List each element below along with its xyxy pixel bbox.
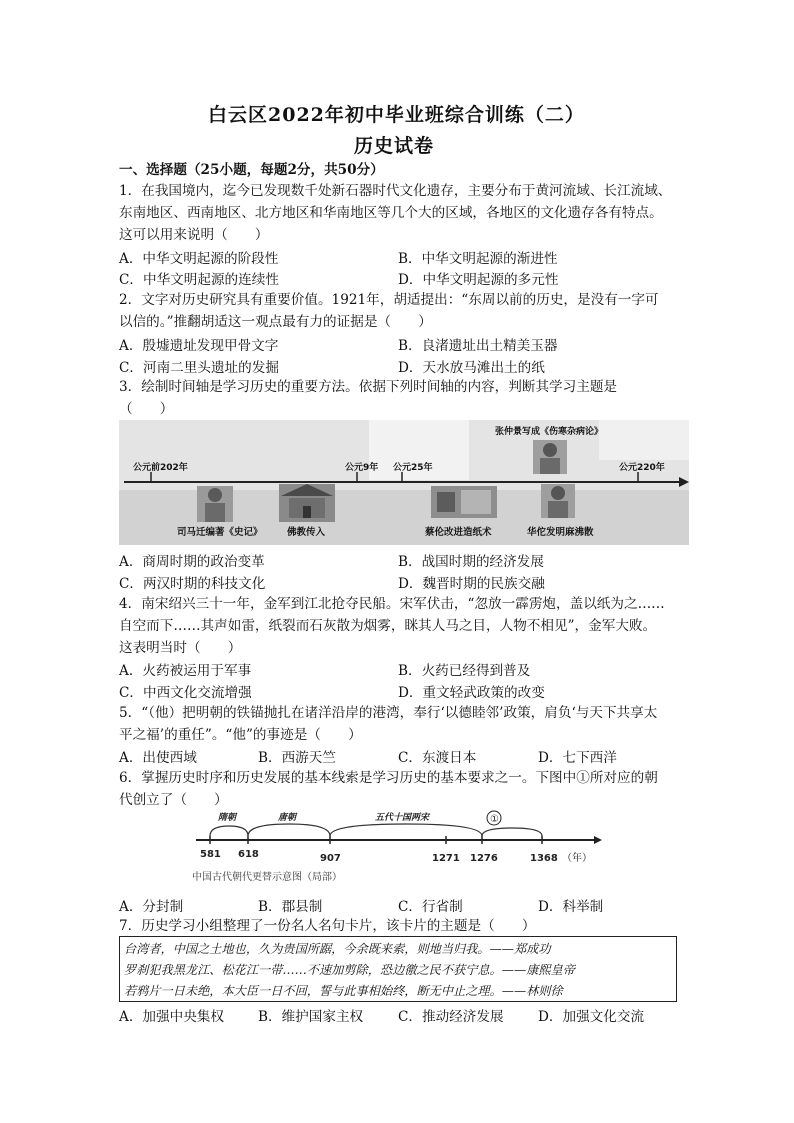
- q6-line-2: 代创立了（ ）: [119, 792, 228, 808]
- year-unit-label: （年）: [562, 853, 592, 864]
- q1-line-3: 这可以用来说明（ ）: [119, 227, 269, 243]
- q1-line-2: 东南地区、西南地区、北方地区和华南地区等几个大的区域，各地区的文化遗存各有特点。: [119, 205, 663, 221]
- timeline-label-3: 蔡伦改进造纸术: [425, 527, 492, 538]
- q7-option-b[interactable]: B．维护国家主权: [258, 1009, 364, 1025]
- timeline-date-2: 公元9年: [345, 463, 379, 473]
- timeline-date-4: 公元220年: [619, 463, 665, 473]
- q6-option-b[interactable]: B．郡县制: [258, 899, 323, 915]
- q3-line-1: 3．绘制时间轴是学习历史的重要方法。依据下列时间轴的内容，判断其学习主题是: [119, 379, 618, 395]
- q1-option-c[interactable]: C．中华文明起源的连续性: [119, 272, 279, 288]
- q3-line-2: （ ）: [119, 401, 174, 417]
- q6-line-1: 6．掌握历史时序和历史发展的基本线索是学习历史的基本要求之一。下图中①所对应的朝: [119, 770, 658, 786]
- q4-line-3: 这表明当时（ ）: [119, 640, 242, 656]
- quote-card: [119, 936, 677, 1002]
- q5-option-b[interactable]: B．西游天竺: [258, 750, 336, 766]
- q4-line-1: 4．南宋绍兴三十一年，金军到江北抢夺民船。宋军伏击，“忽放一霹雳炮，盖以纸为之……: [119, 596, 665, 612]
- q3-option-a[interactable]: A．商周时期的政治变革: [119, 554, 265, 570]
- timeline-label-4: 华佗发明麻沸散: [527, 527, 594, 538]
- q3-option-c[interactable]: C．两汉时期的科技文化: [119, 576, 266, 592]
- era-label-sui: 隋朝: [218, 813, 237, 823]
- year-label-2: 618: [238, 849, 259, 860]
- q6-option-a[interactable]: A．分封制: [119, 899, 184, 915]
- q5-option-c[interactable]: C．东渡日本: [398, 750, 477, 766]
- q6-option-d[interactable]: D．科举制: [538, 899, 604, 915]
- q3-timeline-figure: [119, 420, 689, 545]
- q3-option-b[interactable]: B．战国时期的经济发展: [398, 554, 544, 570]
- section-heading: 一、选择题（25小题，每题2分，共50分）: [119, 162, 384, 178]
- q1-line-1: 1．在我国境内，迄今已发现数千处新石器时代文化遗存，主要分布于黄河流域、长江流域、: [119, 183, 672, 199]
- q4-option-a[interactable]: A．火药被运用于军事: [119, 663, 252, 679]
- exam-subtitle: 历史试卷: [354, 135, 435, 157]
- q2-option-c[interactable]: C．河南二里头遗址的发掘: [119, 360, 279, 376]
- figure-caption: 中国古代朝代更替示意图（局部）: [192, 872, 342, 883]
- q5-line-1: 5．“（他）把明朝的铁锚抛扎在诸洋沿岸的港湾，奉行‘以德睦邻’政策，肩负‘与天下共享太: [119, 705, 658, 721]
- papermaking-picture-icon: [431, 486, 497, 518]
- timeline-date-3: 公元25年: [393, 463, 433, 473]
- q7-option-a[interactable]: A．加强中央集权: [119, 1009, 224, 1025]
- timeline-label-2: 佛教传入: [287, 527, 326, 538]
- quote-line-1: 台湾者，中国之土地也，久为贵国所踞，今余既来索，则地当归我。——郑成功: [124, 942, 551, 956]
- year-label-4: 1271: [432, 853, 460, 864]
- q4-option-c[interactable]: C．中西文化交流增强: [119, 685, 252, 701]
- q3-option-d[interactable]: D．魏晋时期的民族交融: [398, 576, 545, 592]
- q1-option-d[interactable]: D．中华文明起源的多元性: [398, 272, 559, 288]
- q5-option-d[interactable]: D．七下西洋: [538, 750, 617, 766]
- timeline-date-1: 公元前202年: [133, 463, 188, 473]
- q2-line-1: 2．文字对历史研究具有重要价值。1921年，胡适提出：“东周以前的历史，是没有一字可: [119, 292, 659, 308]
- q2-option-b[interactable]: B．良渚遗址出土精美玉器: [398, 338, 558, 354]
- temple-picture-icon: [279, 484, 335, 522]
- q1-option-a[interactable]: A．中华文明起源的阶段性: [119, 251, 279, 267]
- q5-option-a[interactable]: A．出使西域: [119, 750, 197, 766]
- hua-tuo-portrait-icon: [541, 484, 575, 518]
- sima-qian-portrait-icon: [197, 486, 233, 522]
- era-label-song: 五代十国两宋: [375, 813, 430, 823]
- year-label-5: 1276: [470, 853, 498, 864]
- q1-option-b[interactable]: B．中华文明起源的渐进性: [398, 251, 558, 267]
- year-label-3: 907: [320, 853, 341, 864]
- q6-option-c[interactable]: C．行省制: [398, 899, 463, 915]
- timeline-label-1: 司马迁编著《史记》: [177, 527, 263, 538]
- era-label-tang: 唐朝: [278, 813, 297, 823]
- q6-dynasty-timeline-figure: [190, 806, 620, 888]
- q2-option-d[interactable]: D．天水放马滩出土的纸: [398, 360, 545, 376]
- q5-line-2: 平之福’的重任”。“他”的事迹是（ ）: [119, 727, 362, 743]
- zhang-zhongjing-portrait-icon: [533, 440, 567, 474]
- q2-option-a[interactable]: A．殷墟遗址发现甲骨文字: [119, 338, 279, 354]
- q7-line-1: 7．历史学习小组整理了一份名人名句卡片，该卡片的主题是（ ）: [119, 918, 536, 934]
- q7-option-c[interactable]: C．推动经济发展: [398, 1009, 504, 1025]
- exam-title: 白云区2022年初中毕业班综合训练（二）: [208, 104, 585, 126]
- q4-option-b[interactable]: B．火药已经得到普及: [398, 663, 531, 679]
- q7-option-d[interactable]: D．加强文化交流: [538, 1009, 645, 1025]
- q4-line-2: 自空而下……其声如雷，纸裂而石灰散为烟雾，眯其人马之目，人物不相见”，金军大败。: [119, 618, 657, 634]
- quote-line-3: 若鸦片一日未绝，本大臣一日不回，誓与此事相始终，断无中止之理。——林则徐: [124, 984, 563, 998]
- q2-line-2: 以信的。”推翻胡适这一观点最有力的证据是（ ）: [119, 314, 432, 330]
- q4-option-d[interactable]: D．重文轻武政策的改变: [398, 685, 545, 701]
- quote-line-2: 罗刹犯我黑龙江、松花江一带……不速加剪除，恐边徼之民不获宁息。——康熙皇帝: [124, 963, 575, 977]
- year-label-6: 1368: [530, 853, 558, 864]
- year-label-1: 581: [200, 849, 221, 860]
- era-label-circle-one: ①: [490, 814, 499, 825]
- timeline-label-5: 张仲景写成《伤寒杂病论》: [495, 427, 604, 437]
